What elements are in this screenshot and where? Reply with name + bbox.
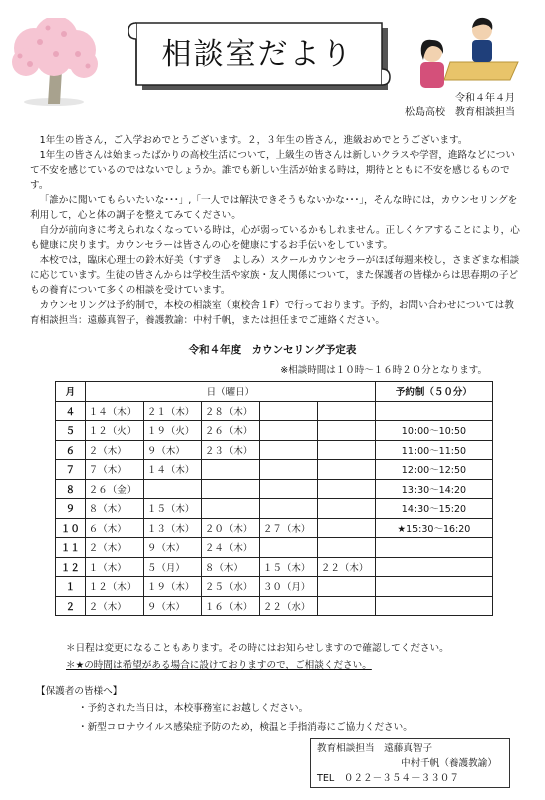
day-cell: ５（月） <box>143 557 201 577</box>
contact-line-1: 教育相談担当 遠藤真智子 <box>317 743 433 754</box>
time-slot-cell: 11:00～11:50 <box>375 440 492 460</box>
day-cell <box>143 479 201 499</box>
time-slot-cell <box>375 577 492 597</box>
day-cell: ２６（金） <box>85 479 143 499</box>
day-cell: １４（木） <box>85 401 143 421</box>
time-slot-cell: 10:00～10:50 <box>375 421 492 441</box>
paragraph: 本校では，臨床心理士の鈴木好美（すずき よしみ）スクールカウンセラーがほぼ毎週来校し，さまざまな相談に応じています。生徒の皆さんからは学校生活や家族・友人関係について，また保護者の皆様からは思春期の子どもの養育について多くの相談を受けています。 <box>30 255 520 296</box>
paragraph: 自分が前向きに考えられなくなっている時は，心が弱っているかもしれません。正しくケアすることにより，心も健康に戻ります。カウンセラーは皆さんの心を健康にするお手伝いをしています。 <box>30 225 520 251</box>
time-slot-cell: ★15:30～16:20 <box>375 518 492 538</box>
day-cell: ２８（木） <box>201 401 259 421</box>
table-row <box>56 577 493 597</box>
parents-heading: 【保護者の皆様へ】 <box>36 686 123 697</box>
time-slot-cell: 13:30～14:20 <box>375 479 492 499</box>
day-cell: １４（木） <box>143 460 201 480</box>
day-cell: ２５（水） <box>201 577 259 597</box>
table-row <box>56 440 493 460</box>
table-header-row <box>56 382 493 402</box>
day-cell <box>317 440 375 460</box>
header-month: 月 <box>56 382 86 402</box>
day-cell <box>317 518 375 538</box>
day-cell: １２（火） <box>85 421 143 441</box>
day-cell: １３（木） <box>143 518 201 538</box>
issuer: 松島高校 教育相談担当 <box>405 107 515 118</box>
day-cell <box>317 577 375 597</box>
month-cell: ６ <box>56 440 86 460</box>
paragraph: 1年生の皆さんは始まったばかりの高校生活について，上級生の皆さんは新しいクラスや学習，進路などについて不安を感じているのではないでしょうか。誰でも新しい生活が始まる時は，期待とともに不安を感じるものです。 <box>30 150 515 191</box>
day-cell <box>317 596 375 616</box>
month-cell: ２ <box>56 596 86 616</box>
day-cell: ２（木） <box>85 440 143 460</box>
day-cell: ２（木） <box>85 538 143 558</box>
time-slot-cell <box>375 538 492 558</box>
parents-item: ・予約された当日は，本校事務室にお越しください。 <box>78 703 309 714</box>
month-cell: １１ <box>56 538 86 558</box>
day-cell <box>259 440 317 460</box>
schedule-table <box>55 381 493 616</box>
day-cell: ２７（木） <box>259 518 317 538</box>
day-cell: ２６（木） <box>201 421 259 441</box>
day-cell <box>259 479 317 499</box>
day-cell: ８（木） <box>85 499 143 519</box>
day-cell: １５（木） <box>143 499 201 519</box>
schedule-notes <box>66 640 449 674</box>
issue-date: 令和４年４月 <box>455 93 515 104</box>
schedule-title: 令和４年度 カウンセリング予定表 <box>188 344 357 356</box>
day-cell: ２２（木） <box>317 557 375 577</box>
table-row <box>56 421 493 441</box>
cherry-tree-illustration <box>4 18 104 108</box>
time-slot-cell <box>375 557 492 577</box>
counseling-illustration <box>410 14 520 94</box>
day-cell: １５（木） <box>259 557 317 577</box>
month-cell: １０ <box>56 518 86 538</box>
day-cell <box>259 421 317 441</box>
day-cell <box>317 401 375 421</box>
parents-item: ・新型コロナウイルス感染症予防のため，検温と手指消毒にご協力ください。 <box>78 722 413 733</box>
day-cell: １６（木） <box>201 596 259 616</box>
day-cell: ２０（木） <box>201 518 259 538</box>
day-cell: １９（火） <box>143 421 201 441</box>
day-cell: ９（木） <box>143 538 201 558</box>
contact-box <box>310 738 510 788</box>
day-cell <box>317 538 375 558</box>
day-cell: ２４（木） <box>201 538 259 558</box>
table-row <box>56 460 493 480</box>
month-cell: ７ <box>56 460 86 480</box>
day-cell <box>317 421 375 441</box>
schedule-body <box>56 401 493 616</box>
date-header <box>405 92 515 120</box>
schedule-time-note: ※相談時間は１０時～１６時２０分となります。 <box>280 365 487 376</box>
day-cell <box>259 499 317 519</box>
day-cell <box>317 479 375 499</box>
day-cell: １２（木） <box>85 577 143 597</box>
day-cell: ２２（水） <box>259 596 317 616</box>
contact-phone: TEL ０２２－３５４－３３０７ <box>317 773 459 784</box>
table-row <box>56 401 493 421</box>
day-cell <box>259 460 317 480</box>
day-cell: １９（木） <box>143 577 201 597</box>
day-cell: ８（木） <box>201 557 259 577</box>
intro-text <box>30 133 520 328</box>
day-cell: ７（木） <box>85 460 143 480</box>
month-cell: １２ <box>56 557 86 577</box>
time-slot-cell: 14:30～15:20 <box>375 499 492 519</box>
table-row <box>56 479 493 499</box>
table-row <box>56 499 493 519</box>
day-cell <box>317 499 375 519</box>
month-cell: ８ <box>56 479 86 499</box>
day-cell <box>201 460 259 480</box>
contact-line-2: 中村千帆（養護教諭） <box>401 758 497 769</box>
month-cell: １ <box>56 577 86 597</box>
day-cell: ２（木） <box>85 596 143 616</box>
table-row <box>56 538 493 558</box>
day-cell: ３０（月） <box>259 577 317 597</box>
page-title: 相談室だより <box>161 37 354 72</box>
day-cell <box>259 538 317 558</box>
table-row <box>56 557 493 577</box>
header-reservation: 予約制（５０分） <box>375 382 492 402</box>
day-cell: ９（木） <box>143 596 201 616</box>
header-days: 日（曜日） <box>85 382 375 402</box>
note-change: ＊日程は変更になることもあります。その時にはお知らせしますので確認してください。 <box>66 643 449 654</box>
day-cell <box>201 499 259 519</box>
time-slot-cell: 12:00～12:50 <box>375 460 492 480</box>
day-cell: ２３（木） <box>201 440 259 460</box>
day-cell: ６（木） <box>85 518 143 538</box>
day-cell: １（木） <box>85 557 143 577</box>
paragraph: カウンセリングは予約制で，本校の相談室（東校舎１F）で行っております。予約，お問い合わせについては教育相談担当：遠藤真智子，養護教諭：中村千帆，または担任までご連絡ください。 <box>30 300 514 326</box>
day-cell: ９（木） <box>143 440 201 460</box>
day-cell <box>317 460 375 480</box>
month-cell: ４ <box>56 401 86 421</box>
note-star: ＊★の時間は希望がある場合に設けておりますので，ご相談ください。 <box>66 660 372 671</box>
month-cell: ９ <box>56 499 86 519</box>
time-slot-cell <box>375 596 492 616</box>
paragraph: 「誰かに聞いてもらいたいな･･･」,「一人では解決できそうもないかな･･･」，そんな時には，カウンセリングを利用して，心と体の調子を整えてみてください。 <box>30 195 518 221</box>
time-slot-cell <box>375 401 492 421</box>
month-cell: ５ <box>56 421 86 441</box>
paragraph: 1年生の皆さん，ご入学おめでとうございます。２，３年生の皆さん，進級おめでとうございます。 <box>39 135 468 146</box>
table-row <box>56 596 493 616</box>
table-row <box>56 518 493 538</box>
day-cell <box>201 479 259 499</box>
day-cell <box>259 401 317 421</box>
day-cell: ２１（木） <box>143 401 201 421</box>
